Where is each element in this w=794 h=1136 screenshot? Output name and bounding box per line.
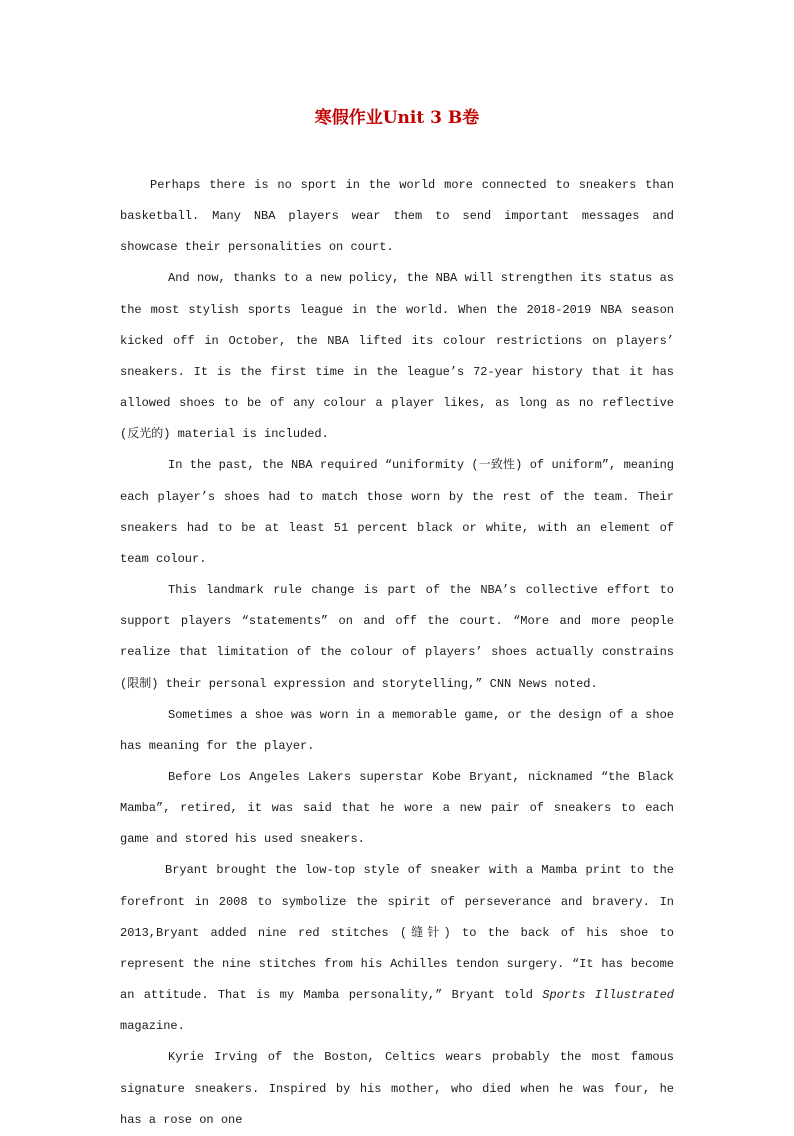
paragraph-memorable-shoe: Sometimes a shoe was worn in a memorable game, or the design of a shoe has meaning for the player.	[120, 707, 674, 753]
article-body	[120, 170, 674, 1136]
paragraph-mamba-text-after: magazine.	[120, 1019, 185, 1034]
paragraph-rule-change: This landmark rule change is part of the NBA’s collective effort to support players “statements” on and off the court. “More and more people realize that limitation of the colour of players’ shoes actually constrains (限制) their personal expression and storytelling,” CNN News noted.	[120, 583, 674, 691]
paragraph-past-rules: In the past, the NBA required “uniformity (一致性) of uniform”, meaning each player’s shoes had to match those worn by the rest of the team. Their sneakers had to be at least 51 percent black or white, with an element of team colour.	[120, 458, 674, 566]
paragraph-kyrie-irving: Kyrie Irving of the Boston, Celtics wears probably the most famous signature sneakers. Inspired by his mother, who died when he was four, he has a rose on one	[120, 1050, 674, 1127]
document-title: 寒假作业Unit 3 B卷	[314, 108, 480, 128]
magazine-title: Sports Illustrated	[542, 988, 674, 1003]
paragraph-new-policy: And now, thanks to a new policy, the NBA will strengthen its status as the most stylish sports league in the world. When the 2018-2019 NBA season kicked off in October, the NBA lifted its colour restrictions on players’ sneakers. It is the first time in the league’s 72-year history that it has allowed shoes to be of any colour a player likes, as long as no reflective (反光的) material is included.	[120, 271, 674, 442]
paragraph-kobe-bryant: Before Los Angeles Lakers superstar Kobe Bryant, nicknamed “the Black Mamba”, retired, it was said that he wore a new pair of sneakers to each game and stored his used sneakers.	[120, 769, 674, 847]
paragraph-mamba-text-before: Bryant brought the low-top style of sneaker with a Mamba print to the forefront in 2008 to symbolize the spirit of perseverance and bravery. In 2013,Bryant added nine red stitches (缝针) to the back of his shoe to represent the nine stitches from his Achilles tendon surgery. “It has become an attitude. That is my Mamba personality,” Bryant told	[120, 863, 674, 1003]
paragraph-intro: Perhaps there is no sport in the world more connected to sneakers than basketball. Many NBA players wear them to send important messages and showcase their personalities on court.	[120, 178, 674, 255]
paragraph-mamba-sneaker	[120, 855, 674, 1042]
